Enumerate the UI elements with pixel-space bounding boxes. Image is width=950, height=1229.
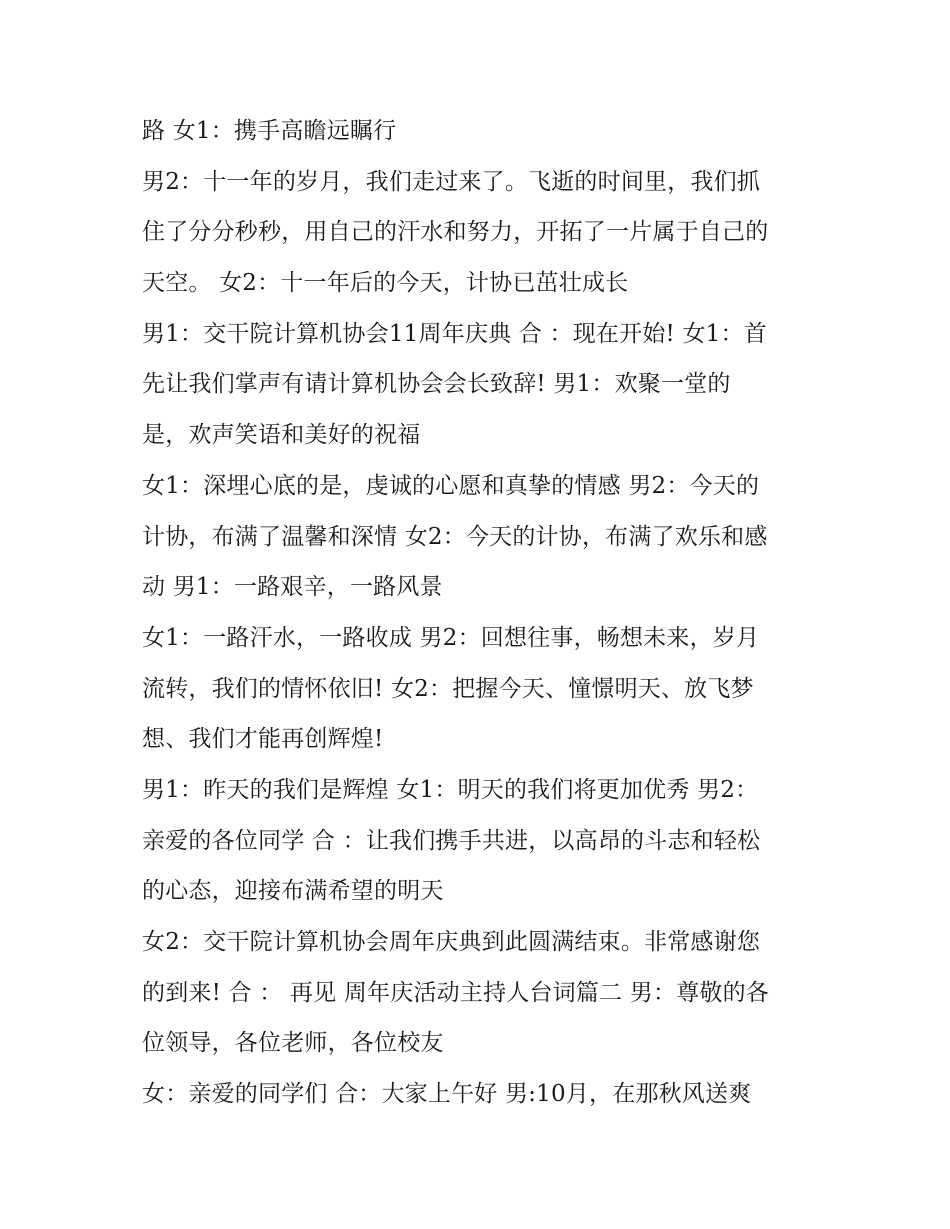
text-line: 女2：交干院计算机协会周年庆典到此圆满结束。非常感谢您	[142, 929, 761, 955]
text-line: 男2：十一年的岁月，我们走过来了。飞逝的时间里，我们抓	[142, 168, 761, 195]
text-line: 是，欢声笑语和美好的祝福	[142, 422, 421, 449]
text-line: 亲爱的各位同学 合 ：让我们携手共进，以高昂的斗志和轻松	[142, 827, 761, 854]
text-line: 男1：昨天的我们是辉煌 女1：明天的我们将更加优秀 男2：	[142, 776, 759, 803]
text-line: 男1：交干院计算机协会11周年庆典 合 ：现在开始! 女1：首	[142, 320, 767, 347]
text-line: 的心态，迎接布满希望的明天	[142, 878, 444, 905]
text-line: 女1：深埋心底的是，虔诚的心愿和真挚的情感 男2：今天的	[142, 472, 760, 499]
text-line: 女1：一路汗水，一路收成 男2：回想往事，畅想未来，岁月	[142, 624, 760, 651]
text-line: 路 女1：携手高瞻远瞩行	[142, 118, 397, 144]
text-line: 天空。 女2：十一年后的今天，计协已茁壮成长	[142, 270, 629, 297]
text-line: 计协，布满了温馨和深情 女2：今天的计协，布满了欢乐和感	[142, 523, 768, 550]
text-line: 位领导，各位老师，各位校友	[142, 1030, 444, 1057]
text-line: 女：亲爱的同学们 合：大家上午好 男:10月，在那秋风送爽	[142, 1081, 752, 1108]
text-line: 的到来! 合 ： 再见 周年庆活动主持人台词篇二 男：尊敬的各	[142, 979, 769, 1006]
text-line: 想、我们才能再创辉煌!	[142, 726, 384, 753]
text-line: 动 男1：一路艰辛，一路风景	[142, 574, 443, 601]
document-body	[142, 106, 822, 1120]
text-line: 先让我们掌声有请计算机协会会长致辞! 男1：欢聚一堂的	[142, 371, 731, 398]
text-line: 住了分分秒秒，用自己的汗水和努力，开拓了一片属于自己的	[142, 219, 769, 246]
text-line: 流转，我们的情怀依旧! 女2：把握今天、憧憬明天、放飞梦	[142, 675, 754, 702]
